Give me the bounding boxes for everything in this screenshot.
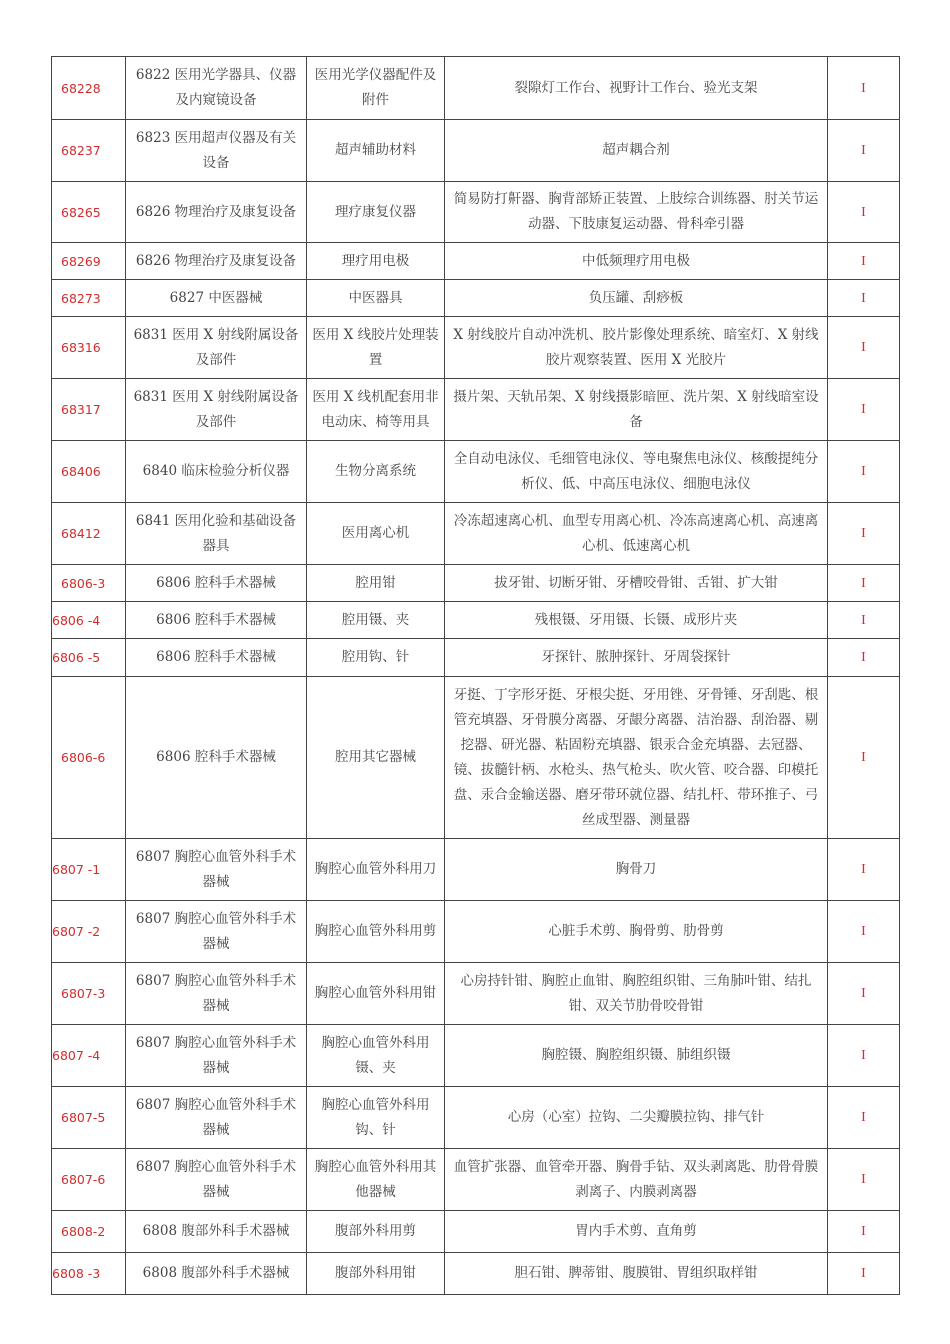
subcategory-cell: 医用光学仪器配件及附件	[307, 57, 445, 120]
class-cell: I	[828, 1087, 900, 1149]
subcategory-cell: 胸腔心血管外科用剪	[307, 901, 445, 963]
category-cell: 6808 腹部外科手术器械	[126, 1253, 307, 1295]
class-cell: I	[828, 602, 900, 639]
category-cell: 6823 医用超声仪器及有关设备	[126, 120, 307, 182]
examples-cell: 超声耦合剂	[445, 120, 828, 182]
category-cell: 6826 物理治疗及康复设备	[126, 182, 307, 243]
examples-cell: X 射线胶片自动冲洗机、胶片影像处理系统、暗室灯、X 射线胶片观察装置、医用 X 光胶片	[445, 317, 828, 379]
table-row	[52, 120, 900, 182]
class-cell: I	[828, 379, 900, 441]
subcategory-cell: 胸腔心血管外科用镊、夹	[307, 1025, 445, 1087]
class-cell: I	[828, 1025, 900, 1087]
code-cell: 68265	[52, 182, 126, 243]
code-cell: 68228	[52, 57, 126, 120]
table-row	[52, 565, 900, 602]
examples-cell: 负压罐、刮痧板	[445, 280, 828, 317]
examples-cell: 牙探针、脓肿探针、牙周袋探针	[445, 639, 828, 677]
subcategory-cell: 腔用钳	[307, 565, 445, 602]
category-cell: 6807 胸腔心血管外科手术器械	[126, 1149, 307, 1211]
table-row	[52, 57, 900, 120]
code-cell: 68406	[52, 441, 126, 503]
examples-cell: 摄片架、天轨吊架、X 射线摄影暗匣、洗片架、X 射线暗室设备	[445, 379, 828, 441]
code-cell: 6806-6	[52, 677, 126, 839]
code-cell: 6806 -5	[52, 639, 126, 677]
subcategory-cell: 理疗康复仪器	[307, 182, 445, 243]
code-cell: 68412	[52, 503, 126, 565]
class-cell: I	[828, 1253, 900, 1295]
subcategory-cell: 胸腔心血管外科用其他器械	[307, 1149, 445, 1211]
table-row	[52, 677, 900, 839]
examples-cell: 胆石钳、脾蒂钳、腹膜钳、胃组织取样钳	[445, 1253, 828, 1295]
subcategory-cell: 生物分离系统	[307, 441, 445, 503]
table-row	[52, 1211, 900, 1253]
class-cell: I	[828, 441, 900, 503]
category-cell: 6807 胸腔心血管外科手术器械	[126, 839, 307, 901]
code-cell: 6808-2	[52, 1211, 126, 1253]
code-cell: 6807-5	[52, 1087, 126, 1149]
table-row	[52, 182, 900, 243]
subcategory-cell: 腹部外科用剪	[307, 1211, 445, 1253]
subcategory-cell: 胸腔心血管外科用钳	[307, 963, 445, 1025]
table-row	[52, 243, 900, 280]
table-row	[52, 1025, 900, 1087]
category-cell: 6826 物理治疗及康复设备	[126, 243, 307, 280]
table-row	[52, 1149, 900, 1211]
code-cell: 6806-3	[52, 565, 126, 602]
device-catalog-table	[51, 56, 899, 1295]
class-cell: I	[828, 317, 900, 379]
category-cell: 6806 腔科手术器械	[126, 677, 307, 839]
code-cell: 6806 -4	[52, 602, 126, 639]
table-row	[52, 1253, 900, 1295]
subcategory-cell: 腔用镊、夹	[307, 602, 445, 639]
examples-cell: 全自动电泳仪、毛细管电泳仪、等电聚焦电泳仪、核酸提纯分析仪、低、中高压电泳仪、细胞电泳仪	[445, 441, 828, 503]
examples-cell: 残根镊、牙用镊、长镊、成形片夹	[445, 602, 828, 639]
category-cell: 6807 胸腔心血管外科手术器械	[126, 1025, 307, 1087]
category-cell: 6806 腔科手术器械	[126, 565, 307, 602]
subcategory-cell: 医用 X 线机配套用非电动床、椅等用具	[307, 379, 445, 441]
class-cell: I	[828, 839, 900, 901]
class-cell: I	[828, 1149, 900, 1211]
code-cell: 68237	[52, 120, 126, 182]
category-cell: 6808 腹部外科手术器械	[126, 1211, 307, 1253]
examples-cell: 胃内手术剪、直角剪	[445, 1211, 828, 1253]
examples-cell: 胸骨刀	[445, 839, 828, 901]
table-row	[52, 1087, 900, 1149]
category-cell: 6831 医用 X 射线附属设备及部件	[126, 379, 307, 441]
table-row	[52, 503, 900, 565]
examples-cell: 血管扩张器、血管牵开器、胸骨手钻、双头剥离匙、肋骨骨膜剥离子、内膜剥离器	[445, 1149, 828, 1211]
examples-cell: 心房（心室）拉钩、二尖瓣膜拉钩、排气针	[445, 1087, 828, 1149]
class-cell: I	[828, 963, 900, 1025]
table-row	[52, 280, 900, 317]
code-cell: 6807 -4	[52, 1025, 126, 1087]
code-cell: 6807-6	[52, 1149, 126, 1211]
code-cell: 68269	[52, 243, 126, 280]
table-row	[52, 317, 900, 379]
subcategory-cell: 腔用其它器械	[307, 677, 445, 839]
code-cell: 6807 -2	[52, 901, 126, 963]
class-cell: I	[828, 901, 900, 963]
table-row	[52, 901, 900, 963]
code-cell: 68317	[52, 379, 126, 441]
examples-cell: 心脏手术剪、胸骨剪、肋骨剪	[445, 901, 828, 963]
table-row	[52, 441, 900, 503]
class-cell: I	[828, 182, 900, 243]
category-cell: 6827 中医器械	[126, 280, 307, 317]
category-cell: 6807 胸腔心血管外科手术器械	[126, 963, 307, 1025]
code-cell: 6808 -3	[52, 1253, 126, 1295]
category-cell: 6806 腔科手术器械	[126, 639, 307, 677]
table-row	[52, 379, 900, 441]
examples-cell: 胸腔镊、胸腔组织镊、肺组织镊	[445, 1025, 828, 1087]
category-cell: 6806 腔科手术器械	[126, 602, 307, 639]
class-cell: I	[828, 120, 900, 182]
examples-cell: 裂隙灯工作台、视野计工作台、验光支架	[445, 57, 828, 120]
table-row	[52, 963, 900, 1025]
class-cell: I	[828, 677, 900, 839]
table-row	[52, 839, 900, 901]
subcategory-cell: 腔用钩、针	[307, 639, 445, 677]
code-cell: 6807 -1	[52, 839, 126, 901]
category-cell: 6807 胸腔心血管外科手术器械	[126, 1087, 307, 1149]
code-cell: 68316	[52, 317, 126, 379]
subcategory-cell: 医用 X 线胶片处理装置	[307, 317, 445, 379]
examples-cell: 冷冻超速离心机、血型专用离心机、冷冻高速离心机、高速离心机、低速离心机	[445, 503, 828, 565]
examples-cell: 中低频理疗用电极	[445, 243, 828, 280]
subcategory-cell: 医用离心机	[307, 503, 445, 565]
table-row	[52, 602, 900, 639]
code-cell: 68273	[52, 280, 126, 317]
code-cell: 6807-3	[52, 963, 126, 1025]
examples-cell: 简易防打鼾器、胸背部矫正装置、上肢综合训练器、肘关节运动器、下肢康复运动器、骨科牵引器	[445, 182, 828, 243]
subcategory-cell: 腹部外科用钳	[307, 1253, 445, 1295]
class-cell: I	[828, 565, 900, 602]
subcategory-cell: 超声辅助材料	[307, 120, 445, 182]
class-cell: I	[828, 503, 900, 565]
category-cell: 6822 医用光学器具、仪器及内窥镜设备	[126, 57, 307, 120]
examples-cell: 心房持针钳、胸腔止血钳、胸腔组织钳、三角肺叶钳、结扎钳、双关节肋骨咬骨钳	[445, 963, 828, 1025]
category-cell: 6840 临床检验分析仪器	[126, 441, 307, 503]
subcategory-cell: 胸腔心血管外科用刀	[307, 839, 445, 901]
examples-cell: 牙挺、丁字形牙挺、牙根尖挺、牙用锉、牙骨锤、牙刮匙、根管充填器、牙骨膜分离器、牙龈分离器、洁治器、刮治器、剔挖器、研光器、粘固粉充填器、银汞合金充填器、去冠器、镜、拔髓针柄、水枪头、热气枪头、吹火管、咬合器、印模托盘、汞合金输送器、磨牙带环就位器、结扎杆、带环推子、弓丝成型器、测量器	[445, 677, 828, 839]
table-row	[52, 639, 900, 677]
class-cell: I	[828, 1211, 900, 1253]
category-cell: 6807 胸腔心血管外科手术器械	[126, 901, 307, 963]
category-cell: 6831 医用 X 射线附属设备及部件	[126, 317, 307, 379]
examples-cell: 拔牙钳、切断牙钳、牙槽咬骨钳、舌钳、扩大钳	[445, 565, 828, 602]
subcategory-cell: 胸腔心血管外科用钩、针	[307, 1087, 445, 1149]
class-cell: I	[828, 57, 900, 120]
class-cell: I	[828, 243, 900, 280]
class-cell: I	[828, 639, 900, 677]
class-cell: I	[828, 280, 900, 317]
subcategory-cell: 中医器具	[307, 280, 445, 317]
category-cell: 6841 医用化验和基础设备器具	[126, 503, 307, 565]
subcategory-cell: 理疗用电极	[307, 243, 445, 280]
